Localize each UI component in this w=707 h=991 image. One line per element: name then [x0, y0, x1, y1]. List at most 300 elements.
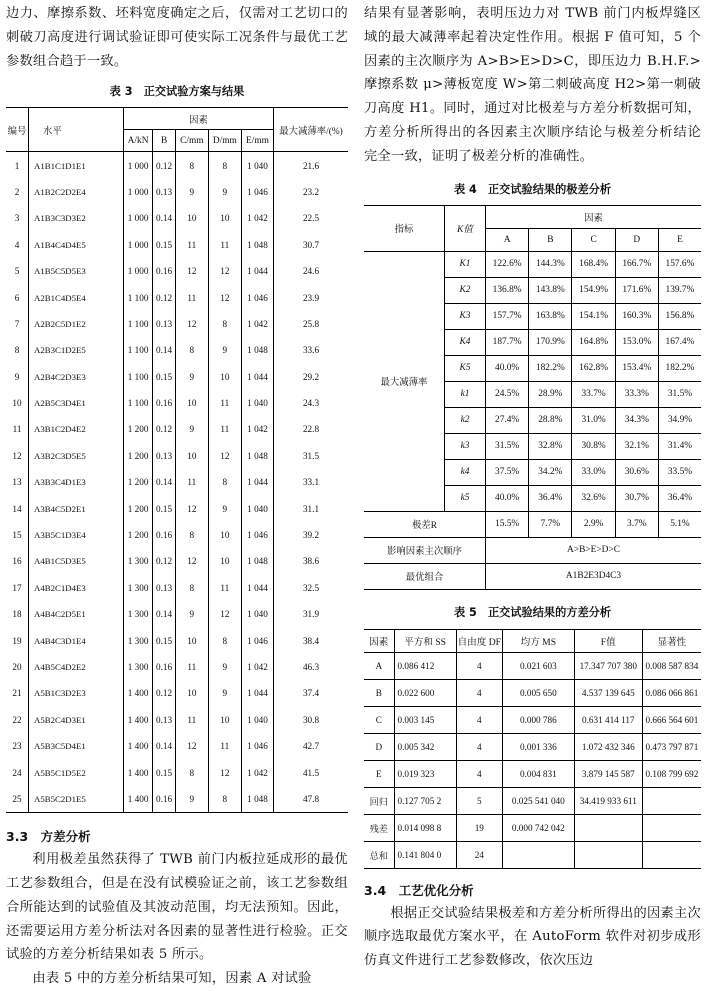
table4-k-cell: K1 [445, 251, 486, 277]
table3-cell: 39.2 [274, 522, 349, 548]
table3-cell: 20 [6, 654, 29, 680]
table3-cell: 0.12 [153, 680, 176, 706]
table3-cell: A3B4C5D2E1 [29, 495, 124, 521]
table4-cell: 32.6% [572, 485, 615, 511]
table5-cell: 5 [456, 787, 502, 814]
table4-cell: 168.4% [572, 251, 615, 277]
table3-cell: 8 [175, 522, 208, 548]
table3-cell: 8 [175, 759, 208, 785]
table4-cell: 154.9% [572, 277, 615, 303]
table4-cell: 33.5% [658, 459, 701, 485]
table4-cell: 136.8% [486, 277, 529, 303]
table4-cell: 143.8% [529, 277, 572, 303]
table4-cell: 187.7% [486, 329, 529, 355]
section-3-4-paragraph: 根据正交试验结果极差和方差分析所得出的因素主次顺序选取最优方案水平，在 AutoForm 软件对初步成形仿真文件进行工艺参数修改，依次压边 [364, 905, 701, 969]
table3-cell: 37.4 [274, 680, 349, 706]
section-3-4-title: 3.4 工艺优化分析 [364, 882, 474, 898]
table4-cell: 32.8% [529, 433, 572, 459]
table4-cell: 122.6% [486, 251, 529, 277]
table4-k-cell: k2 [445, 407, 486, 433]
table4-cell: 33.7% [572, 381, 615, 407]
table3-cell: 10 [208, 548, 241, 574]
table4-k-cell: k3 [445, 433, 486, 459]
table3-cell: A4B1C5D3E5 [29, 548, 124, 574]
table3-cell: 31.1 [274, 495, 349, 521]
table3-cell: 1 040 [242, 152, 274, 179]
table3-cell: 0.15 [153, 759, 176, 785]
table5-cell: 4 [456, 733, 502, 760]
table5 [364, 629, 701, 869]
table3-cell: 38.6 [274, 548, 349, 574]
table3-cell: 12 [175, 495, 208, 521]
table4-cell: 34.2% [529, 459, 572, 485]
table3-cell: 1 300 [124, 627, 153, 653]
table5-cell: 3.879 145 587 [574, 760, 642, 787]
table3-cell: 1 100 [124, 284, 153, 310]
table3-cell: 1 046 [242, 179, 274, 205]
table-row [364, 537, 701, 563]
table3-cell: 33.1 [274, 469, 349, 495]
table4-cell: 31.4% [658, 433, 701, 459]
table3-cell: 0.12 [153, 284, 176, 310]
table-row [6, 364, 348, 390]
table-row [6, 759, 348, 785]
table5-cell: 0.086 066 861 [642, 679, 701, 706]
table3-cell: 1 400 [124, 759, 153, 785]
table3-cell: 8 [208, 469, 241, 495]
table5-cell [642, 787, 701, 814]
table4-best-value: A1B2E3D4C3 [486, 563, 702, 589]
table3-cell: 9 [208, 680, 241, 706]
table5-cell: 0.022 600 [394, 679, 456, 706]
table3-cell: 23.2 [274, 179, 349, 205]
table-row [6, 548, 348, 574]
table3-cell: 22.5 [274, 205, 349, 231]
table5-cell: 0.631 414 117 [574, 706, 642, 733]
table-row [364, 787, 701, 814]
table3-cell: 13 [6, 469, 29, 495]
table3-cell: 1 300 [124, 575, 153, 601]
table3-cell: 8 [175, 152, 208, 179]
table3-cell: A1B5C5D5E3 [29, 258, 124, 284]
table3-subheader-cell: A/kN [124, 130, 153, 152]
table3-cell: 1 100 [124, 311, 153, 337]
table3-cell: 1 042 [242, 416, 274, 442]
table3-cell: 10 [208, 205, 241, 231]
right-column [364, 0, 701, 973]
table3-cell: 17 [6, 575, 29, 601]
table5-cell: 回归 [364, 787, 394, 814]
table3-cell: 24 [6, 759, 29, 785]
table3-cell: 1 400 [124, 707, 153, 733]
table3-cell: 1 000 [124, 232, 153, 258]
table4-subheader-cell: B [529, 228, 572, 251]
table3-cell: 1 048 [242, 232, 274, 258]
table3-header-factors: 因素 [124, 108, 274, 130]
table-row [364, 679, 701, 706]
table3-cell: 16 [6, 548, 29, 574]
table-row [6, 258, 348, 284]
table4-range-cell: 7.7% [529, 511, 572, 537]
table3-cell: 30.7 [274, 232, 349, 258]
table3-cell: 11 [175, 469, 208, 495]
table3-cell: 8 [175, 575, 208, 601]
table4-cell: 156.8% [658, 303, 701, 329]
table3-cell: 0.13 [153, 311, 176, 337]
table4-k-cell: k5 [445, 485, 486, 511]
table3-cell: 1 048 [242, 443, 274, 469]
table3-cell: 24.6 [274, 258, 349, 284]
table3-cell: 0.15 [153, 364, 176, 390]
table4-cell: 157.7% [486, 303, 529, 329]
table-row [6, 680, 348, 706]
table5-cell: 0.001 336 [502, 733, 574, 760]
table5-header-row [364, 629, 701, 652]
table3-cell: 10 [6, 390, 29, 416]
table3-cell: 10 [175, 627, 208, 653]
table3-cell: 23 [6, 733, 29, 759]
table5-caption: 表 5 正交试验结果的方差分析 [453, 605, 612, 619]
table-row [6, 627, 348, 653]
table3-cell: 9 [175, 364, 208, 390]
table4-cell: 162.8% [572, 355, 615, 381]
table4-cell: 182.2% [658, 355, 701, 381]
table3-cell: 10 [175, 443, 208, 469]
table4-cell: 27.4% [486, 407, 529, 433]
table3-cell: 1 048 [242, 548, 274, 574]
table-row [6, 495, 348, 521]
table3-cell: A2B5C3D4E1 [29, 390, 124, 416]
table3-cell: 0.14 [153, 205, 176, 231]
table5-cell: 4 [456, 652, 502, 679]
table3-cell: 8 [208, 627, 241, 653]
table5-header-cell: 显著性 [642, 629, 701, 652]
table-row [6, 786, 348, 813]
table3-cell: 1 044 [242, 258, 274, 284]
table3-cell: 0.16 [153, 522, 176, 548]
table3-cell: 2 [6, 179, 29, 205]
table5-cell [642, 841, 701, 868]
table4-k-cell: K5 [445, 355, 486, 381]
table5-cell: 0.473 797 871 [642, 733, 701, 760]
table3-cell: 8 [208, 152, 241, 179]
table3-cell: A4B4C3D1E4 [29, 627, 124, 653]
table5-cell: 24 [456, 841, 502, 868]
table5-cell: 0.019 323 [394, 760, 456, 787]
table3-cell: 18 [6, 601, 29, 627]
table4-cell: 40.0% [486, 355, 529, 381]
table5-cell: 0.021 603 [502, 652, 574, 679]
table3-cell: 10 [175, 390, 208, 416]
table3-cell: 9 [208, 495, 241, 521]
table3-cell: 11 [175, 232, 208, 258]
table4-header-k: K值 [445, 205, 486, 251]
table3-cell: 12 [208, 443, 241, 469]
table3-cell: 0.14 [153, 469, 176, 495]
table3-cell: A4B4C2D5E1 [29, 601, 124, 627]
table3-cell: 1 044 [242, 680, 274, 706]
table5-cell: 0.127 705 2 [394, 787, 456, 814]
table4-cell: 31.5% [658, 381, 701, 407]
table5-cell: 17.347 707 380 [574, 652, 642, 679]
table3-cell: A2B1C4D5E4 [29, 284, 124, 310]
table3-cell: 11 [6, 416, 29, 442]
table4-k-cell: k4 [445, 459, 486, 485]
table3-cell: A3B3C4D1E3 [29, 469, 124, 495]
table5-header-cell: 自由度 DF [456, 629, 502, 652]
table3-cell: 9 [175, 601, 208, 627]
table4-cell: 36.4% [658, 485, 701, 511]
table5-cell [502, 841, 574, 868]
table3-cell: 30.8 [274, 707, 349, 733]
table3-cell: 21 [6, 680, 29, 706]
table3-cell: A3B1C2D4E2 [29, 416, 124, 442]
table4-header-index: 指标 [364, 205, 445, 251]
table3-cell: 1 040 [242, 390, 274, 416]
table3-cell: 9 [175, 179, 208, 205]
table-row [364, 733, 701, 760]
table4-cell: 153.4% [615, 355, 658, 381]
table3-cell: 0.16 [153, 786, 176, 813]
table3-cell: 0.14 [153, 601, 176, 627]
table4-k-cell: k1 [445, 381, 486, 407]
table-row [6, 179, 348, 205]
table5-header-cell: 均方 MS [502, 629, 574, 652]
table4-subheader-cell: A [486, 228, 529, 251]
table3-cell: 12 [175, 733, 208, 759]
table3-cell: 11 [208, 416, 241, 442]
table3-cell: 0.13 [153, 575, 176, 601]
table3-cell: A3B2C3D5E5 [29, 443, 124, 469]
table3-cell: 0.16 [153, 258, 176, 284]
table4-k-cell: K2 [445, 277, 486, 303]
table4-cell: 37.5% [486, 459, 529, 485]
table3-cell: A2B2C5D1E2 [29, 311, 124, 337]
table4-subheader-cell: C [572, 228, 615, 251]
table3-cell: 0.12 [153, 548, 176, 574]
table3-cell: 42.7 [274, 733, 349, 759]
table3-cell: 10 [175, 205, 208, 231]
table5-cell: 0.003 145 [394, 706, 456, 733]
table4-range-cell: 15.5% [486, 511, 529, 537]
table3-cell: 38.4 [274, 627, 349, 653]
table4-cell: 32.1% [615, 433, 658, 459]
table-row [6, 311, 348, 337]
table4-cell: 171.6% [615, 277, 658, 303]
table3-cell: 8 [208, 311, 241, 337]
table3-cell: 1 000 [124, 152, 153, 179]
table3-cell: A1B3C3D3E2 [29, 205, 124, 231]
table5-header-cell: 平方和 SS [394, 629, 456, 652]
table5-cell: 0.005 342 [394, 733, 456, 760]
table3-cell: 14 [6, 495, 29, 521]
table4-cell: 33.0% [572, 459, 615, 485]
table4-cell: 36.4% [529, 485, 572, 511]
table3-cell: 12 [175, 548, 208, 574]
section-3-3-paragraph: 利用极差虽然获得了 TWB 前门内板拉延成形的最优工艺参数组合，但是在没有试模验证之前，该工艺参数组合所能达到的试验值及其波动范围，均无法预知。因此，还需要运用方差分析法对各因素的显著性进行检验。正交试验的方差分析结果如表 5 所示。 [6, 852, 348, 963]
table4-cell: 163.8% [529, 303, 572, 329]
table4-cell: 31.5% [486, 433, 529, 459]
table3-cell: 0.13 [153, 707, 176, 733]
table4-metric-label: 最大减薄率 [364, 251, 445, 511]
table3-cell: A1B2C2D2E4 [29, 179, 124, 205]
table4-cell: 30.8% [572, 433, 615, 459]
table3-cell: 0.15 [153, 232, 176, 258]
table3-cell: A1B4C4D4E5 [29, 232, 124, 258]
table3-cell: 0.14 [153, 733, 176, 759]
table4-subheader-cell: D [615, 228, 658, 251]
table4-cell: 139.7% [658, 277, 701, 303]
table3-cell: 1 048 [242, 337, 274, 363]
table5-cell: 0.000 786 [502, 706, 574, 733]
table-row [6, 152, 348, 179]
table5-cell: 4 [456, 679, 502, 706]
table3-cell: A3B5C1D3E4 [29, 522, 124, 548]
table3-cell: 1 300 [124, 548, 153, 574]
table3-header-result: 最大减薄率/(%) [274, 108, 349, 152]
table3-cell: 5 [6, 258, 29, 284]
table4-order-value: A>B>E>D>C [486, 537, 702, 563]
table5-cell: D [364, 733, 394, 760]
table3-cell: 11 [208, 733, 241, 759]
table3-cell: 1 044 [242, 575, 274, 601]
table3-cell: 8 [208, 786, 241, 813]
table3-cell: 12 [208, 258, 241, 284]
table5-cell: 0.000 742 042 [502, 814, 574, 841]
table3-cell: 6 [6, 284, 29, 310]
table4-cell: 34.9% [658, 407, 701, 433]
table4-cell: 182.2% [529, 355, 572, 381]
table3-cell: 4 [6, 232, 29, 258]
table3-cell: 12 [208, 284, 241, 310]
table5-header-cell: 因素 [364, 629, 394, 652]
table4-cell: 160.3% [615, 303, 658, 329]
table3-cell: A4B2C1D4E3 [29, 575, 124, 601]
table-row [6, 654, 348, 680]
table3-cell: A1B1C1D1E1 [29, 152, 124, 179]
table3-cell: 11 [175, 284, 208, 310]
left-column [6, 0, 348, 991]
table4-cell: 33.3% [615, 381, 658, 407]
table3-cell: 1 200 [124, 522, 153, 548]
table4-cell: 166.7% [615, 251, 658, 277]
table5-cell: A [364, 652, 394, 679]
table3-cell: 9 [175, 416, 208, 442]
table3-cell: 46.3 [274, 654, 349, 680]
table3-cell: 1 400 [124, 733, 153, 759]
table-row [364, 251, 701, 277]
table4-range-cell: 2.9% [572, 511, 615, 537]
table-row [364, 563, 701, 589]
table3-cell: 12 [208, 601, 241, 627]
table-row [6, 205, 348, 231]
table-row [6, 469, 348, 495]
table-row [6, 707, 348, 733]
table3-cell: 12 [175, 311, 208, 337]
table3-cell: A5B2C4D3E1 [29, 707, 124, 733]
table-row [6, 733, 348, 759]
table3-cell: 1 100 [124, 364, 153, 390]
table4-cell: 144.3% [529, 251, 572, 277]
table3-cell: 22 [6, 707, 29, 733]
section-3-3-paragraph-2: 由表 5 中的方差分析结果可知，因素 A 对试验 [32, 971, 312, 987]
table3-cell: 25.8 [274, 311, 349, 337]
table5-cell: 0.025 541 040 [502, 787, 574, 814]
table3-cell: 1 046 [242, 733, 274, 759]
table3-subheader-cell: D/mm [208, 130, 241, 152]
table4-cell: 153.0% [615, 329, 658, 355]
table5-cell: 19 [456, 814, 502, 841]
table-row [364, 652, 701, 679]
table4-caption: 表 4 正交试验结果的极差分析 [453, 182, 612, 196]
table4-header-factors: 因素 [486, 205, 702, 228]
table3-cell: 1 200 [124, 469, 153, 495]
table3-cell: 23.9 [274, 284, 349, 310]
table5-cell: 0.014 098 8 [394, 814, 456, 841]
table-row [6, 443, 348, 469]
table3-cell: 41.5 [274, 759, 349, 785]
table3-cell: 0.16 [153, 654, 176, 680]
table5-cell: E [364, 760, 394, 787]
table3-cell: 8 [175, 337, 208, 363]
table4 [364, 205, 701, 590]
table3-cell: A5B5C1D5E2 [29, 759, 124, 785]
table5-cell: 4 [456, 760, 502, 787]
table3-cell: 0.12 [153, 152, 176, 179]
table5-cell: B [364, 679, 394, 706]
table5-cell: 0.004 831 [502, 760, 574, 787]
table3-cell: 19 [6, 627, 29, 653]
table3-cell: 9 [6, 364, 29, 390]
table4-range-label: 极差R [364, 511, 486, 537]
table3-cell: 0.16 [153, 390, 176, 416]
table5-cell: 0.141 804 0 [394, 841, 456, 868]
table3-cell: 11 [208, 575, 241, 601]
table3-cell: 21.6 [274, 152, 349, 179]
table3-cell: 11 [208, 232, 241, 258]
table3-cell: 1 000 [124, 179, 153, 205]
table3-cell: 24.3 [274, 390, 349, 416]
table3-cell: 1 046 [242, 627, 274, 653]
table3-cell: 3 [6, 205, 29, 231]
table5-cell: 0.666 564 601 [642, 706, 701, 733]
table3-cell: 10 [208, 707, 241, 733]
table3-cell: 12 [175, 258, 208, 284]
table3-cell: A5B3C5D4E1 [29, 733, 124, 759]
table-row [364, 511, 701, 537]
table5-cell: 0.108 799 692 [642, 760, 701, 787]
table3-cell: 1 300 [124, 601, 153, 627]
table3-cell: 11 [208, 390, 241, 416]
table3-cell: 1 200 [124, 495, 153, 521]
table-row [6, 284, 348, 310]
table3-cell: 1 042 [242, 311, 274, 337]
table3-cell: 11 [175, 654, 208, 680]
table3 [6, 107, 348, 813]
table-row [6, 337, 348, 363]
table3-cell: 29.2 [274, 364, 349, 390]
table3-cell: 0.15 [153, 495, 176, 521]
table3-cell: 1 040 [242, 601, 274, 627]
table3-cell: 1 000 [124, 258, 153, 284]
table3-cell: A2B3C1D2E5 [29, 337, 124, 363]
table3-cell: A4B5C4D2E2 [29, 654, 124, 680]
table3-cell: 33.6 [274, 337, 349, 363]
table3-cell: 10 [208, 364, 241, 390]
table3-cell: A5B5C2D1E5 [29, 786, 124, 813]
table3-cell: 9 [208, 654, 241, 680]
table4-range-cell: 3.7% [615, 511, 658, 537]
